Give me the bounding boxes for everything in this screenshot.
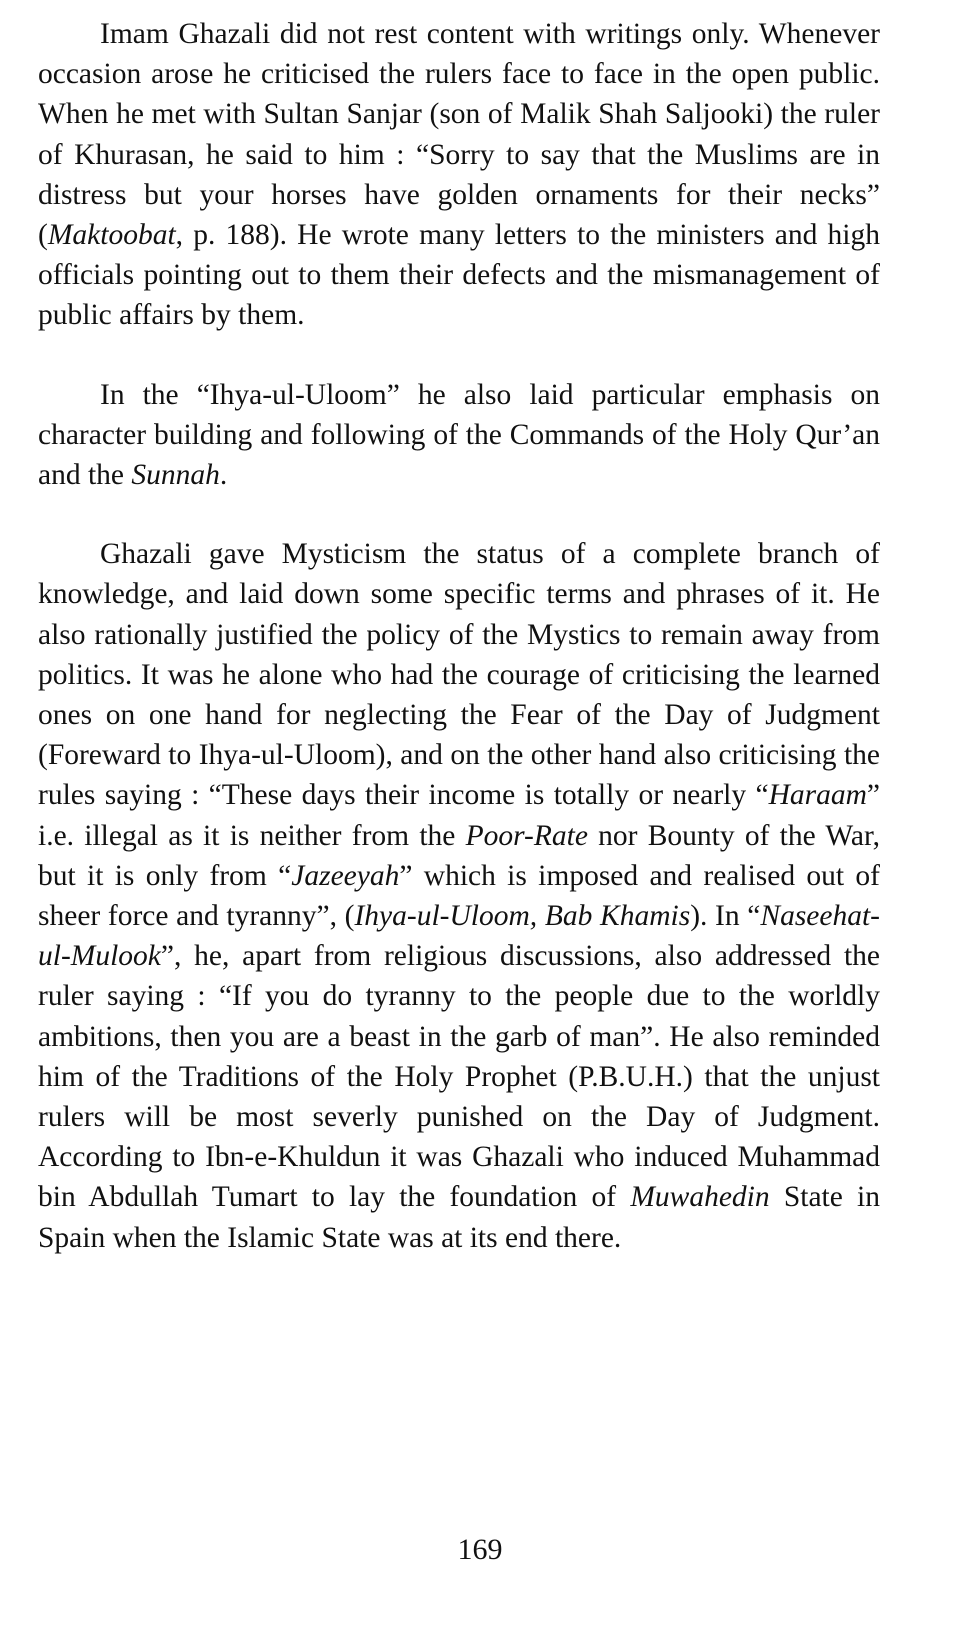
- text-run: .: [219, 459, 228, 492]
- italic-text: Jazeeyah: [291, 859, 400, 892]
- text-run: ” i.e. illegal as it is neither from the: [38, 779, 880, 852]
- text-run: In the “Ihya-ul-Uloom” he also laid particular emphasis on character building and following of the Commands of the Holy Qur’an and the: [38, 378, 880, 492]
- text-run: ” which is imposed and realised out of sheer force and tyranny”, (: [38, 859, 881, 933]
- italic-text: Naseehat-ul-Mulook: [38, 900, 881, 973]
- paragraph-1: [38, 14, 880, 336]
- italic-text: Maktoobat: [47, 219, 176, 252]
- text-run: Ghazali gave Mysticism the status of a complete branch of knowledge, and laid down some specific terms and phrases of it. He also rationally justified the policy of the Mystics to remain away from politics. It was he alone who had the courage of criticising the learned ones on one hand for neglecting the Fear of the Day of Judgment (Foreward to Ihya-ul-Uloom), and on the other hand also criticising the rules saying : “These days their income is totally or nearly “: [38, 538, 880, 812]
- text-run: ”, he, apart from religious discussions, also addressed the ruler saying : “If you do tyranny to the people due to the worldly ambitions, then you are a beast in the garb of man”. He also reminded him of the Traditions of the Holy Prophet (P.B.U.H.) that the unjust rulers will be most severly punished on the Day of Judgment. According to Ibn-e-Khuldun it was Ghazali who induced Muhammad bin Abdullah Tumart to lay the foundation of: [38, 940, 880, 1214]
- text-run: , p. 188). He wrote many letters to the ministers and high officials pointing out to them their defects and the mismanagement of public affairs by them.: [38, 219, 880, 332]
- paragraph-2: [38, 375, 880, 496]
- page-number: 169: [457, 1533, 503, 1566]
- text-run: State in Spain when the Islamic State was at its end there.: [38, 1181, 881, 1254]
- italic-text: Poor-Rate: [465, 819, 588, 852]
- text-run: nor Bounty of the War, but it is only from “: [38, 819, 880, 892]
- italic-text: Muwahedin: [630, 1181, 770, 1214]
- italic-text: Sunnah: [131, 459, 220, 492]
- paragraph-3: [38, 534, 880, 1258]
- italic-text: Ihya-ul-Uloom, Bab Khamis: [354, 900, 691, 933]
- text-run: Imam Ghazali did not rest content with writings only. Whenever occasion arose he criticised the rulers face to face in the open public. When he met with Sultan Sanjar (son of Malik Shah Saljooki) the ruler of Khurasan, he said to him : “Sorry to say that the Muslims are in distress but your horses have golden ornaments for their necks” (: [38, 18, 880, 252]
- italic-text: Haraam: [768, 779, 867, 812]
- text-run: ). In “: [690, 900, 761, 933]
- page-body: [38, 14, 880, 1258]
